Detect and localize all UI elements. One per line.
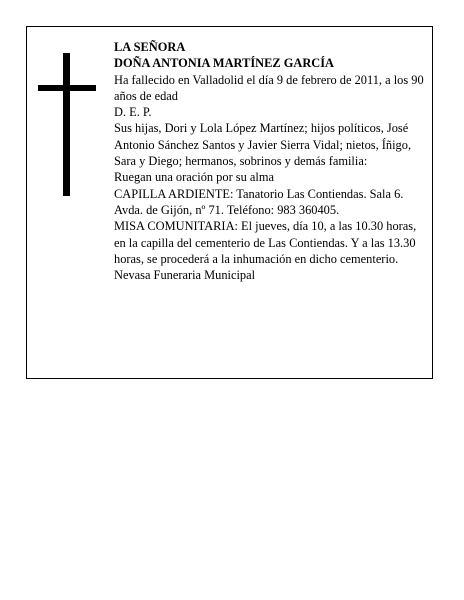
dep-abbreviation: D. E. P. — [114, 105, 152, 120]
chapel-info: CAPILLA ARDIENTE: Tanatorio Las Contiendas. Sala 6. Avda. de Gijón, nº 71. Teléfono: 983 360405. — [114, 186, 404, 217]
mass-info: MISA COMUNITARIA: El jueves, día 10, a las 10.30 horas, en la capilla del cementerio de Las Contiendas. Y a las 13.30 horas, se procederá a la inhumación en dicho cementerio. — [114, 219, 417, 266]
family-list: Sus hijas, Dori y Lola López Martínez; hijos políticos, José Antonio Sánchez Santos y Javier Sierra Vidal; nietos, Íñigo, Sara y Diego; hermanos, sobrinos y demás familia: — [114, 121, 412, 169]
funeral-home: Nevasa Funeraria Municipal — [114, 268, 256, 283]
death-statement: Ha fallecido en Valladolid el día 9 de febrero de 2011, a los 90 años de edad — [114, 72, 424, 103]
cross-vertical-bar — [63, 53, 70, 196]
deceased-name: DOÑA ANTONIA MARTÍNEZ GARCÍA — [114, 56, 334, 71]
obituary-text — [114, 39, 426, 283]
cross-horizontal-bar — [38, 85, 96, 91]
notice-title: LA SEÑORA — [114, 40, 186, 54]
prayer-request: Ruegan una oración por su alma — [114, 170, 274, 185]
